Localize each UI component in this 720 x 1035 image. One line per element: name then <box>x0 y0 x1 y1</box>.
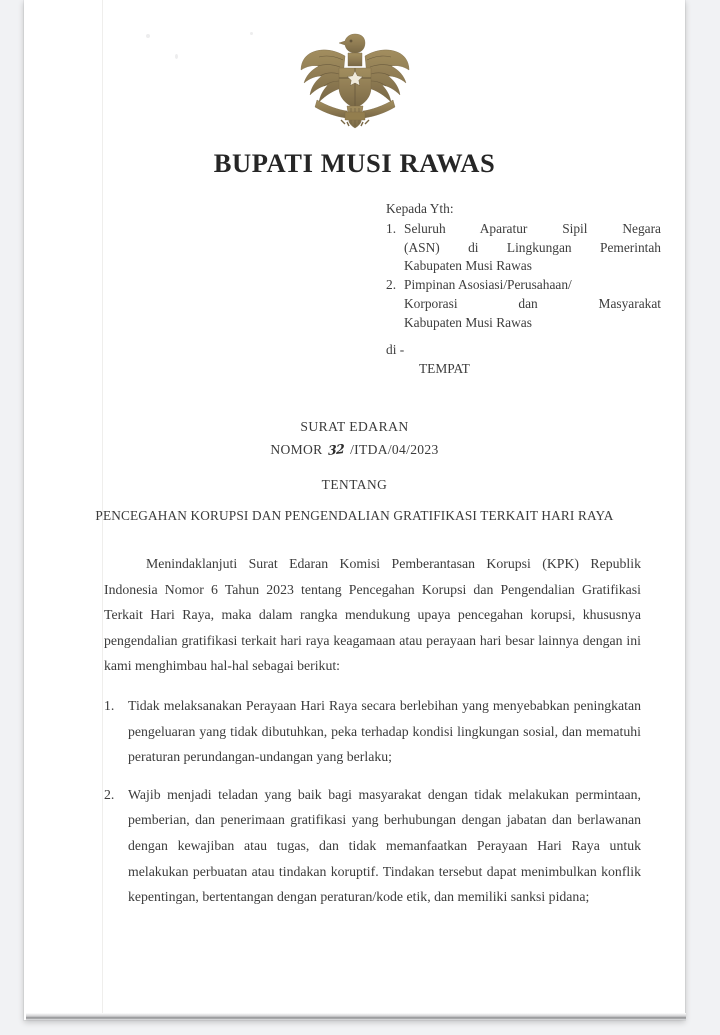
emblem-container <box>24 26 685 139</box>
addressee-line: Pimpinan Asosiasi/Perusahaan/ <box>404 277 572 293</box>
clause-number: 1. <box>104 697 115 713</box>
intro-paragraph: Menindaklanjuti Surat Edaran Komisi Pemberantasan Korupsi (KPK) Republik Indonesia Nomor 6 Tahun 2023 tentang Pencegahan Korupsi dan Pengendalian Gratifikasi Terkait Hari Raya, maka dalam rangka mendukung upaya pencegahan korupsi, khususnya pengendalian gratifikasi terkait hari raya keagamaan atau perayaan hari besar lainnya dengan ini kami menghimbau hal-hal sebagai berikut: <box>104 556 641 674</box>
addressee-item-number: 1. <box>386 220 397 236</box>
addressee-block <box>386 200 661 333</box>
addressee-item-text <box>404 220 661 276</box>
circular-type-label: SURAT EDARAN <box>300 419 409 434</box>
circular-number-prefix: NOMOR <box>270 442 323 457</box>
page-title: BUPATI MUSI RAWAS <box>213 148 496 178</box>
circular-about-label: TENTANG <box>321 477 388 492</box>
addressee-heading: Kepada Yth: <box>386 201 454 216</box>
circular-number-handwritten: 32 <box>328 440 345 459</box>
addressee-line: Kabupaten Musi Rawas <box>404 314 532 330</box>
page-bottom-edge <box>26 1013 686 1020</box>
document-page <box>24 0 685 1020</box>
addressee-line: Seluruh Aparatur Sipil Negara <box>404 220 661 236</box>
destination-block <box>386 340 661 378</box>
addressee-line: Kabupaten Musi Rawas <box>404 258 532 274</box>
clause-list <box>104 693 641 910</box>
destination-place: TEMPAT <box>419 361 470 376</box>
clause-text: Wajib menjadi teladan yang baik bagi masyarakat dengan tidak melakukan permintaan, pemberian, dan penerimaan gratifikasi yang berhubungan dengan jabatan dan berlawanan dengan kewajiban atau tugas, dan tidak memanfaatkan Perayaan Hari Raya untuk melakukan perbuatan atau tindakan koruptif. Tindakan tersebut dapat menimbulkan konflik kepentingan, bertentangan dengan peraturan/kode etik, dan memiliki sanksi pidana; <box>128 786 641 905</box>
clause-number: 2. <box>104 786 115 802</box>
document-body <box>104 551 641 922</box>
addressee-item <box>386 276 661 332</box>
circular-number-suffix: /ITDA/04/2023 <box>350 442 439 457</box>
circular-number-line <box>24 442 685 458</box>
addressee-item-text <box>404 276 661 332</box>
destination-prefix: di - <box>386 342 405 357</box>
circular-subject: PENCEGAHAN KORUPSI DAN PENGENDALIAN GRATIFIKASI TERKAIT HARI RAYA <box>95 508 614 523</box>
addressee-line: (ASN) di Lingkungan Pemerintah <box>404 239 661 255</box>
garuda-pancasila-icon <box>295 26 415 134</box>
addressee-line: Korporasi dan Masyarakat <box>404 295 661 311</box>
clause-item <box>104 693 641 770</box>
addressee-item-number: 2. <box>386 277 397 293</box>
document-content <box>24 0 685 1020</box>
addressee-item <box>386 220 661 276</box>
clause-text: Tidak melaksanakan Perayaan Hari Raya secara berlebihan yang menyebabkan peningkatan pengeluaran yang tidak dibutuhkan, peka terhadap kondisi lingkungan sosial, dan mematuhi peraturan perundangan-undangan yang berlaku; <box>128 697 641 765</box>
clause-item <box>104 782 641 910</box>
